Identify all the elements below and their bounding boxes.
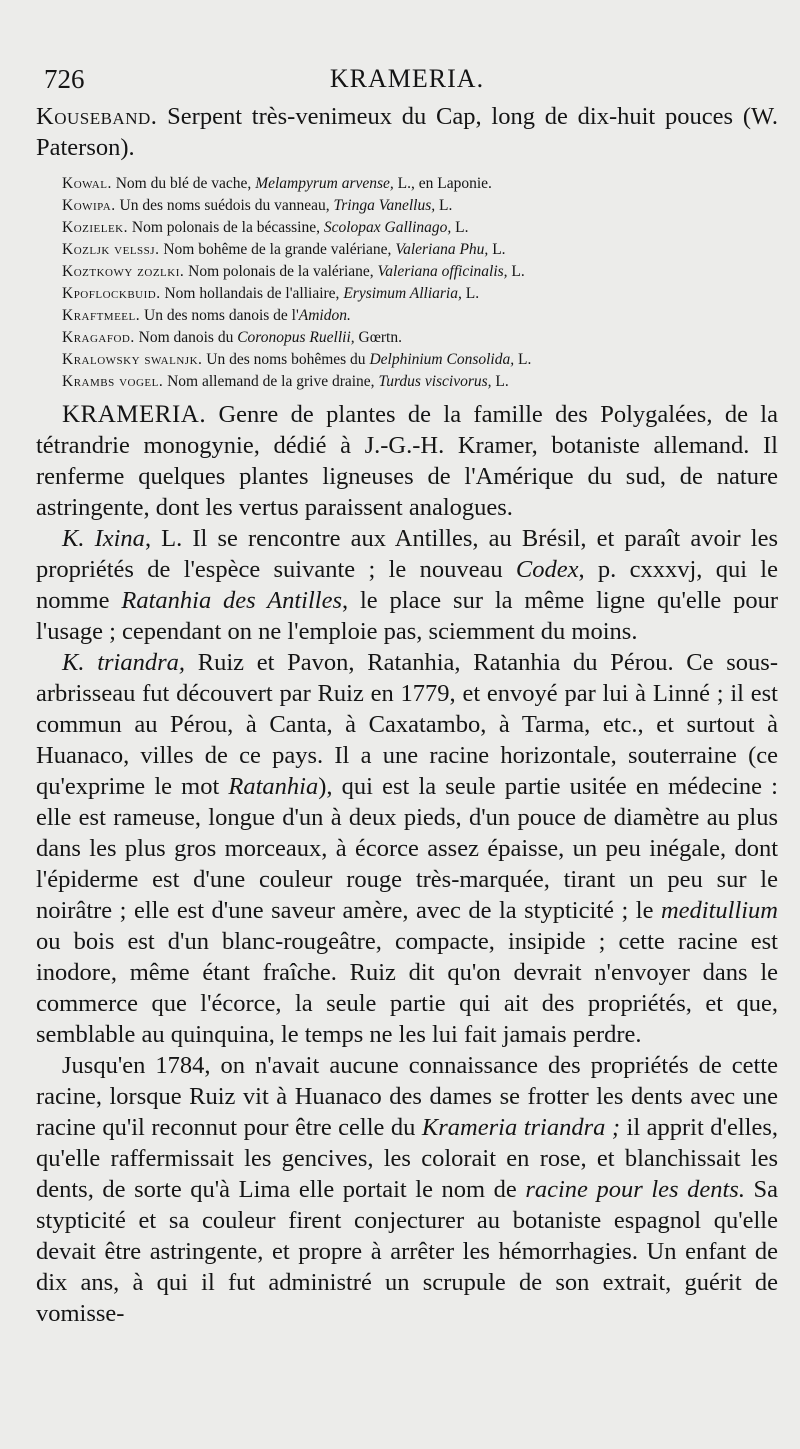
entry-headword: Krambs vogel. [62,373,164,390]
entry-text: ), qui est la seule partie usitée en médecine : elle est rameuse, longue d'un à deux pieds, d'un pouce de diamètre au plus dans les plus gros morceaux, à écorce assez épaisse, un peu inégale, dont l'épiderme est d'une couleur rouge très-marquée, tirant un peu sur le noirâtre ; elle est d'une saveur amère, avec de la stypticité ; le [36,773,778,924]
entry-text: L. [491,373,509,390]
italic-term: Ratanhia [228,773,319,800]
latin-name: Delphinium Consolida, [369,351,515,368]
paragraph-jusqu-en-1784 [36,1050,778,1329]
small-entry [62,261,778,283]
latin-name: Amidon. [298,307,351,324]
entry-headword: Kpoflockbuid. [62,285,161,302]
entry-headword: Kralowsky swalnjk. [62,351,203,368]
entry-text: Gœrtn. [354,329,402,346]
entry-k-triandra [36,647,778,1050]
entry-text: , le place sur la même ligne qu'elle pour l'usage ; cependant on ne l'emploie pas, sciemment du moins. [36,587,778,645]
small-entry [62,371,778,393]
page-number: 726 [44,64,85,94]
entry-text: Nom danois du [134,329,238,346]
small-entry [62,217,778,239]
entry-krameria [36,399,778,523]
species-name: K. Ixina [62,525,145,552]
entry-text: Genre de plantes de la famille des Polygalées, de la tétrandrie monogynie, dédié à J.-G.-H. Kramer, botaniste allemand. Il renferme quelques plantes ligneuses de l'Amérique du sud, de nature astringente, dont les vertus paraissent analogues. [36,401,778,521]
entry-headword: Kowal. [62,175,112,192]
small-entry [62,195,778,217]
entry-text: Ruiz et Pavon, Ratanhia, Ratanhia du Pérou. Ce sous-arbrisseau fut découvert par Ruiz en 1779, et envoyé par lui à Linné ; il est commun au Pérou, à Canta, à Caxatambo, à Tarma, etc., et surtout à Huanaco, villes de ce pays. Il a une racine horizontale, souterraine (ce qu'exprime le mot [36,649,778,800]
entry-headword: Kozljk velssj. [62,241,160,258]
entry-kouseband [36,102,778,163]
entry-text: L. [488,241,506,258]
latin-name: Melampyrum arvense, [255,175,394,192]
latin-name: Valeriana officinalis, [377,263,508,280]
entry-text: L. [514,351,532,368]
italic-term: Codex [515,556,579,583]
entry-text: Nom hollandais de l'alliaire, [160,285,344,302]
entry-text: Jusqu'en 1784, on n'avait aucune connaissance des propriétés de cette racine, lorsque Ruiz vit à Huanaco des dames se frotter les dents avec une racine qu'il reconnut pour être celle du [36,1052,778,1141]
species-name: K. triandra, [62,649,186,676]
latin-name: Scolopax Gallinago, [323,219,452,236]
entry-text: L. [451,219,469,236]
entry-text: Nom polonais de la bécassine, [128,219,324,236]
entry-text: Nom polonais de la valériane, [184,263,378,280]
entry-headword: KRAMERIA. [62,401,207,428]
small-entry [62,283,778,305]
small-entry [62,239,778,261]
entry-text: Un des noms suédois du vanneau, [115,197,334,214]
entry-text: Un des noms danois de l' [140,307,299,324]
italic-term: racine pour les dents. [525,1176,745,1203]
entry-headword: Kraftmeel. [62,307,141,324]
entry-text: L. [435,197,453,214]
entry-text: Nom allemand de la grive draine, [163,373,379,390]
latin-name: Coronopus Ruellii, [237,329,355,346]
small-entry [62,305,778,327]
entry-headword: Kowipa. [62,197,116,214]
entry-headword: Koztkowy zozlki. [62,263,185,280]
entry-text: Nom bohême de la grande valériane, [159,241,396,258]
entry-text: il apprit d'elles, qu'elle raffermissait les gencives, les colorait en rose, et blanchissait les dents, de sorte qu'à Lima elle portait le nom de [36,1114,778,1203]
entry-text: , p. cxxxvj, qui le nomme [36,556,778,614]
entry-text: ou bois est d'un blanc-rougeâtre, compacte, insipide ; cette racine est inodore, même étant fraîche. Ruiz dit qu'on devrait n'envoyer dans le commerce que l'écorce, la seule partie qui ait des propriétés, et que, semblable au quinquina, le temps ne les lui fait jamais perdre. [36,928,778,1048]
latin-name: Erysimum Alliaria, [343,285,462,302]
small-entry [62,349,778,371]
latin-name: Tringa Vanellus, [333,197,436,214]
small-entries-list [62,173,778,393]
entry-headword: Kouseband. [36,103,158,130]
small-entry [62,327,778,349]
entry-headword: Kozielek. [62,219,128,236]
italic-term: meditullium [660,897,778,924]
entry-k-ixina [36,523,778,647]
entry-text: Sa stypticité et sa couleur firent conjecturer au botaniste espagnol qu'elle devait être astringente, et propre à arrêter les hémorrhagies. Un enfant de dix ans, à qui il fut administré un scrupule de son extrait, guérit de vomisse- [36,1176,779,1327]
entry-text: Un des noms bohêmes du [202,351,370,368]
italic-term: Krameria triandra ; [421,1114,621,1141]
page-header [36,58,778,102]
entry-text: Nom du blé de vache, [111,175,256,192]
entry-text: L. [461,285,480,302]
latin-name: Valeriana Phu, [395,241,489,258]
italic-term: Ratanhia des Antilles [121,587,342,614]
entry-headword: Kragafod. [62,329,135,346]
running-head: KRAMERIA. [329,64,485,93]
entry-text: , L. Il se rencontre aux Antilles, au Brésil, et paraît avoir les propriétés de l'espèce suivante ; le nouveau [36,525,779,583]
entry-text: L., en Laponie. [393,175,492,192]
small-entry [62,173,778,195]
entry-text: Serpent très-venimeux du Cap, long de dix-huit pouces (W. Paterson). [36,103,778,161]
latin-name: Turdus viscivorus, [378,373,492,390]
entry-text: L. [507,263,525,280]
